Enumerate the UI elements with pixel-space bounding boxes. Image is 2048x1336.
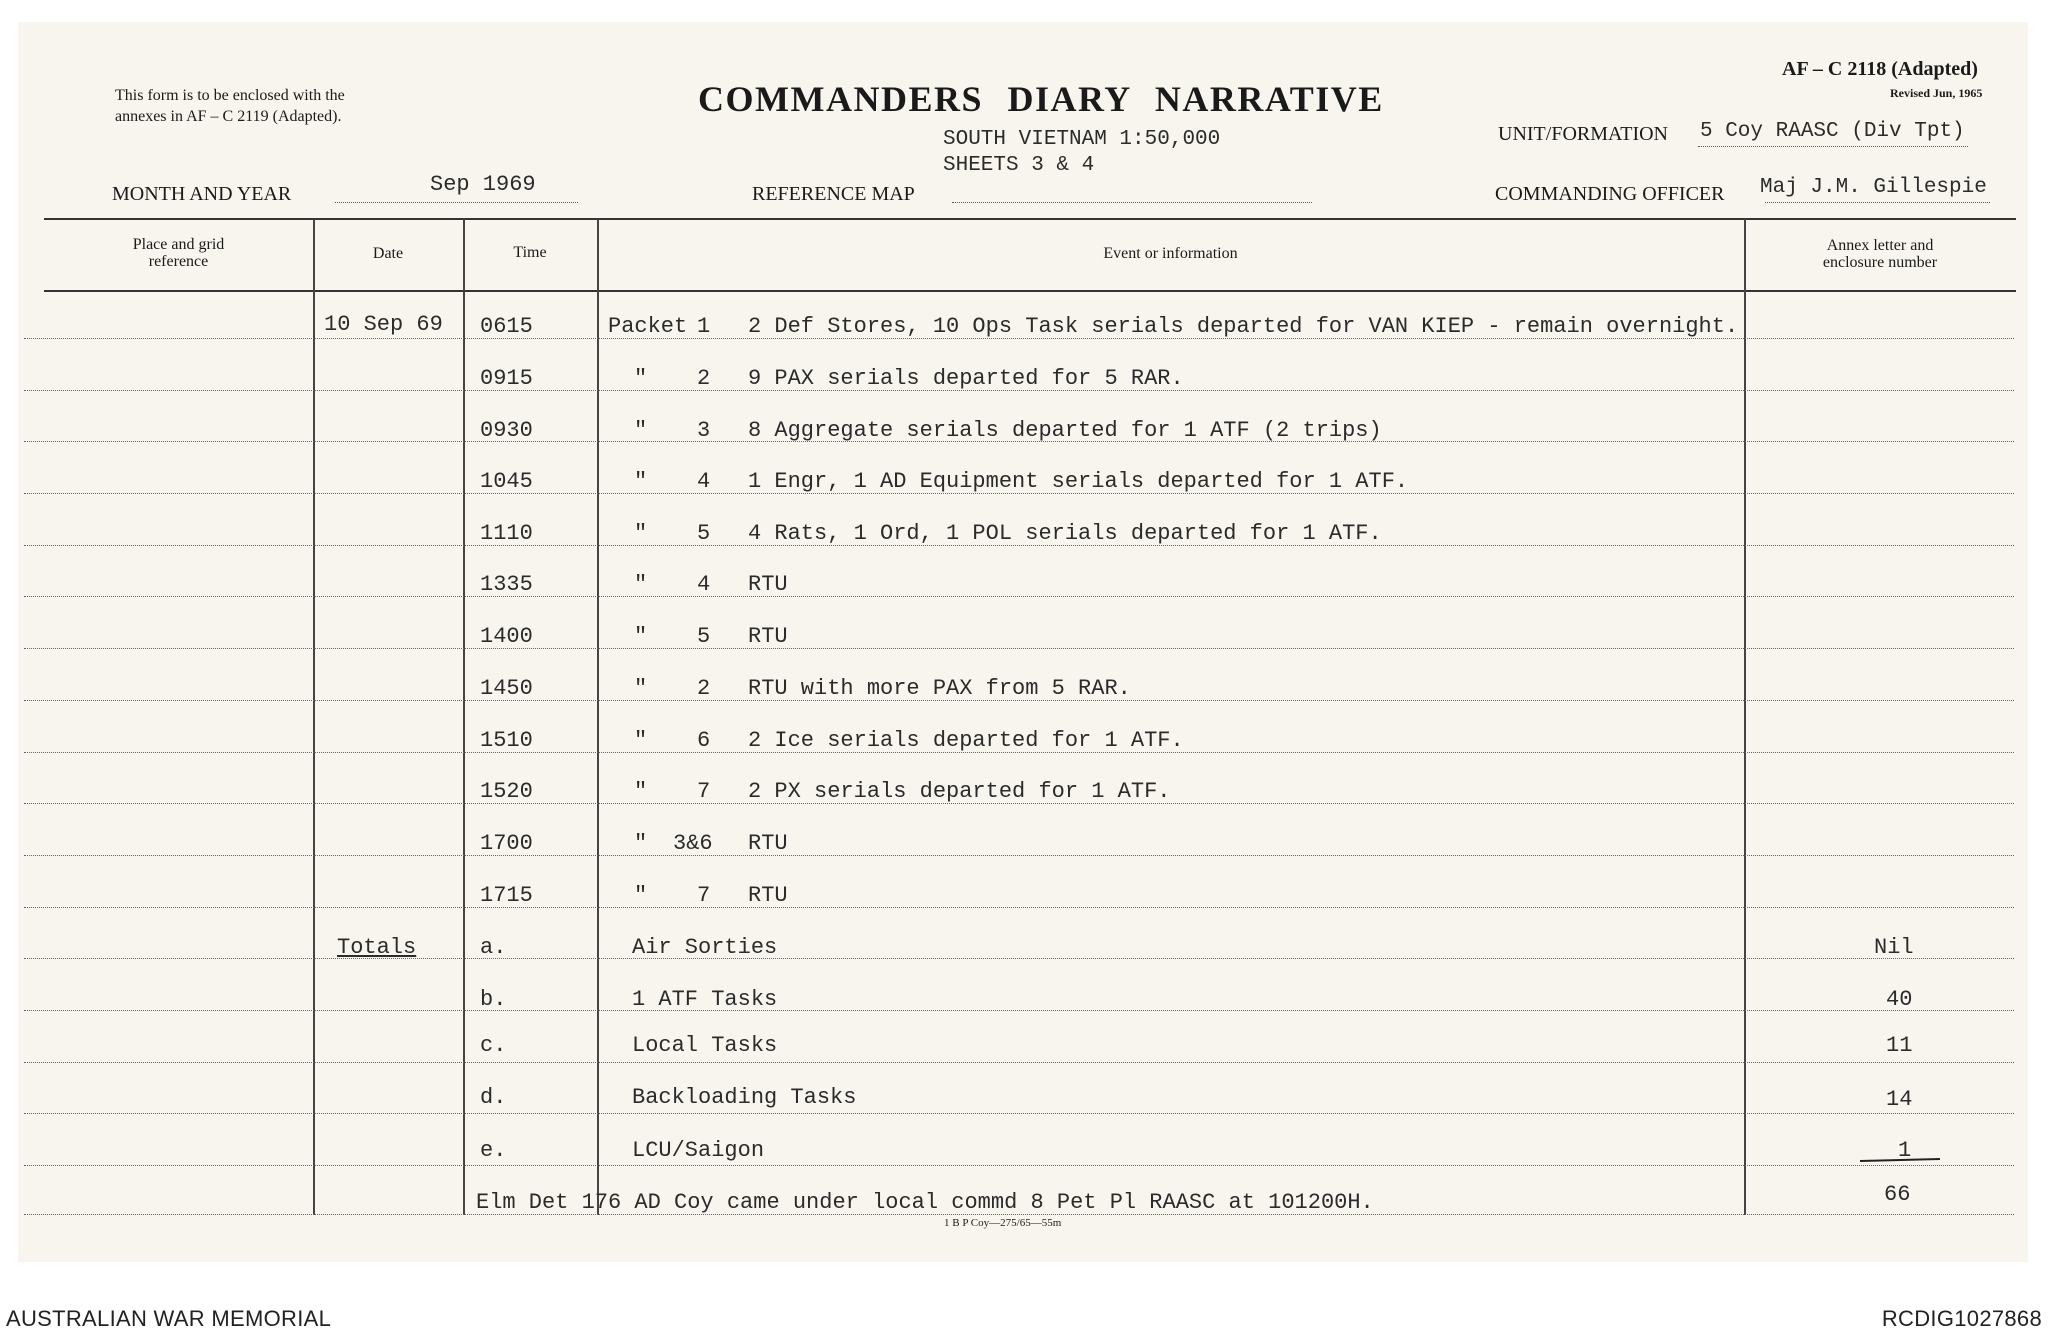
column-header-event: Event or information	[1103, 245, 1238, 262]
totals-item-label: Local Tasks	[632, 1033, 778, 1058]
ruled-line	[24, 1165, 2014, 1166]
entry-ditto: "	[634, 521, 648, 546]
ruled-line	[24, 1010, 2014, 1011]
entry-packet: 6	[697, 728, 711, 753]
column-header-annex-line2: enclosure number	[1822, 254, 1938, 271]
final-note: Elm Det 176 AD Coy came under local commd 8 Pet Pl RAASC at 101200H.	[476, 1190, 1374, 1215]
printer-imprint: 1 B P Coy—275/65—55m	[944, 1217, 1062, 1229]
entry-event: 2 Ice serials departed for 1 ATF.	[748, 728, 1184, 753]
entry-event: 2 PX serials departed for 1 ATF.	[748, 779, 1171, 804]
entry-date: 10 Sep 69	[324, 312, 443, 337]
entry-event: RTU	[748, 624, 788, 649]
entry-ditto: "	[634, 728, 648, 753]
totals-item-value: 1	[1898, 1138, 1912, 1163]
entry-time: 0930	[480, 418, 533, 443]
entry-packet: 3&6	[673, 831, 713, 856]
totals-letter: b.	[480, 987, 507, 1012]
entry-packet: 2	[697, 366, 711, 391]
entry-ditto: "	[634, 779, 648, 804]
entry-ditto: "	[634, 883, 648, 908]
entry-packet: 1	[697, 314, 711, 339]
column-header-place-line2: reference	[148, 253, 209, 270]
form-sheet	[18, 22, 2028, 1262]
form-id: AF – C 2118 (Adapted)	[1782, 58, 1978, 80]
entry-event: RTU	[748, 831, 788, 856]
col-divider-3	[597, 219, 599, 1215]
unit-formation-dots	[1698, 146, 1968, 147]
totals-letter: a.	[480, 935, 507, 960]
entry-time: 0915	[480, 366, 533, 391]
entry-event: RTU	[748, 572, 788, 597]
col-divider-1	[313, 219, 315, 1215]
form-note-line2: annexes in AF – C 2119 (Adapted).	[115, 108, 342, 125]
entry-ditto: "	[634, 366, 648, 391]
entry-time: 1715	[480, 883, 533, 908]
entry-time: 1520	[480, 779, 533, 804]
unit-formation-label: UNIT/FORMATION	[1498, 123, 1668, 145]
column-header-place	[44, 236, 313, 270]
form-note-line1: This form is to be enclosed with the	[115, 87, 345, 104]
entry-packet: 7	[697, 779, 711, 804]
entry-time: 1400	[480, 624, 533, 649]
month-year-dots	[335, 202, 578, 203]
entry-time: 1450	[480, 676, 533, 701]
entry-ditto: "	[634, 572, 648, 597]
totals-item-value: 11	[1886, 1033, 1913, 1058]
column-header-time: Time	[513, 244, 547, 261]
commanding-officer-label: COMMANDING OFFICER	[1495, 183, 1725, 205]
form-note	[115, 85, 345, 127]
archive-footer-right: RCDIG1027868	[1881, 1306, 2042, 1331]
month-year-value: Sep 1969	[430, 172, 536, 197]
totals-letter: e.	[480, 1138, 507, 1163]
unit-formation-value: 5 Coy RAASC (Div Tpt)	[1700, 120, 1965, 143]
ruled-line	[24, 596, 2014, 597]
entry-time: 1510	[480, 728, 533, 753]
entry-event: 1 Engr, 1 AD Equipment serials departed for 1 ATF.	[748, 469, 1409, 494]
totals-item-value: 40	[1886, 987, 1913, 1012]
entry-ditto: "	[634, 418, 648, 443]
col-divider-4	[1744, 219, 1746, 1215]
ruled-line	[24, 1113, 2014, 1114]
entry-packet: 4	[697, 572, 711, 597]
column-header-annex	[1744, 237, 2016, 271]
entry-time: 0615	[480, 314, 533, 339]
totals-label: Totals	[337, 935, 417, 960]
totals-item-value: Nil	[1874, 935, 1914, 960]
column-header-annex-line1: Annex letter and	[1826, 237, 1934, 254]
reference-map-label: REFERENCE MAP	[752, 183, 915, 205]
column-header-date: Date	[372, 245, 404, 262]
ruled-line	[24, 958, 2014, 959]
reference-map-line1: SOUTH VIETNAM 1:50,000	[943, 128, 1221, 151]
totals-item-label: Air Sorties	[632, 935, 778, 960]
commanding-officer-value: Maj J.M. Gillespie	[1760, 176, 1987, 199]
entry-packet: 4	[697, 469, 711, 494]
entry-time: 1045	[480, 469, 533, 494]
entry-event: 8 Aggregate serials departed for 1 ATF (2 trips)	[748, 418, 1382, 443]
entry-ditto: "	[634, 469, 648, 494]
ruled-line	[24, 855, 2014, 856]
entry-time: 1335	[480, 572, 533, 597]
totals-letter: d.	[480, 1085, 507, 1110]
column-header-place-line1: Place and grid	[132, 236, 225, 253]
ruled-line	[24, 648, 2014, 649]
entry-event: 4 Rats, 1 Ord, 1 POL serials departed for 1 ATF.	[748, 521, 1382, 546]
entry-packet: 7	[697, 883, 711, 908]
form-revised: Revised Jun, 1965	[1890, 86, 1983, 100]
ruled-line	[24, 907, 2014, 908]
entry-event: 2 Def Stores, 10 Ops Task serials departed for VAN KIEP - remain overnight.	[748, 314, 1739, 339]
entry-ditto: "	[634, 624, 648, 649]
entry-packet: 5	[697, 521, 711, 546]
archive-footer-left: AUSTRALIAN WAR MEMORIAL	[6, 1306, 332, 1331]
entry-packet: 2	[697, 676, 711, 701]
ruled-line	[24, 1062, 2014, 1063]
entry-packet: 3	[697, 418, 711, 443]
totals-sum: 66	[1884, 1182, 1911, 1207]
entry-time: 1110	[480, 521, 533, 546]
entry-ditto: "	[634, 831, 648, 856]
entry-event: 9 PAX serials departed for 5 RAR.	[748, 366, 1184, 391]
entry-ditto: "	[634, 676, 648, 701]
entry-time: 1700	[480, 831, 533, 856]
entry-packet-label: Packet	[608, 314, 688, 339]
col-divider-2	[463, 219, 465, 1215]
totals-item-value: 14	[1886, 1087, 1913, 1112]
reference-map-line2: SHEETS 3 & 4	[943, 154, 1095, 177]
table-top-rule	[44, 218, 2016, 220]
entry-event: RTU	[748, 883, 788, 908]
totals-letter: c.	[480, 1033, 507, 1058]
totals-item-label: LCU/Saigon	[632, 1138, 765, 1163]
commanding-officer-dots	[1765, 202, 1990, 203]
totals-item-label: 1 ATF Tasks	[632, 987, 778, 1012]
entry-event: RTU with more PAX from 5 RAR.	[748, 676, 1131, 701]
totals-item-label: Backloading Tasks	[632, 1085, 857, 1110]
month-year-label: MONTH AND YEAR	[112, 183, 292, 205]
header-bottom-rule	[44, 290, 2016, 292]
reference-map-dots	[952, 202, 1312, 203]
form-title: COMMANDERS DIARY NARRATIVE	[698, 79, 1384, 119]
entry-packet: 5	[697, 624, 711, 649]
